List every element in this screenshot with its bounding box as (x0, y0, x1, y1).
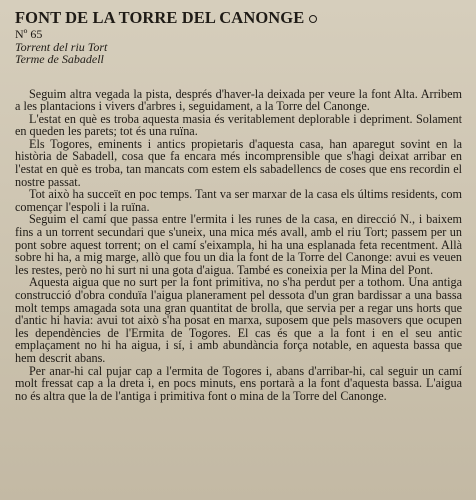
circle-icon (309, 15, 317, 23)
paragraph: Seguim el camí que passa entre l'ermita i les runes de la casa, en direcció N., i baixem fins a un torrent secundari que s'uneix, una mica més avall, amb el riu Tort; passem per un pont sobre aquest torrent; on el camí s'eixampla, hi ha una esplanada feta recentment. Allà sobre hi ha, a mig marge, allò que fou un dia la font de la Torre del Canonge: avui es veuen les restes, però no hi surt ni una gota d'aigua. També es coneixia per la Mina del Pont. (15, 212, 462, 277)
paragraph: Aquesta aigua que no surt per la font primitiva, no s'ha perdut per a tothom. Una antiga construcció d'obra conduïa l'aigua planerament pel dessota d'un gran bardissar a una bassa molt temps amagada sota una gran quantitat de brolla, que servia per a regar uns horts que d'antic hi havia: avui tot això s'ha posat en marxa, suposem que pels masovers que ocupen les dependències de l'Ermita de Togores. El cas és que a la font i en el seu antic emplaçament no hi ha aigua, i sí, i amb abundància força notable, en aquesta bassa que hem descrit abans. (15, 275, 462, 365)
paragraph: Seguim altra vegada la pista, després d'haver-la deixada per veure la font Alta. Arribem a les plantacions i vivers d'arbres i, seguidament, a la Torre del Canonge. (15, 86, 462, 114)
title-row (15, 8, 462, 28)
paragraph: Els Togores, eminents i antics propietaris d'aquesta casa, han aparegut sovint en la història de Sabadell, cosa que fa encara més incomprensible que s'hagi deixat arribar en l'estat en què es troba, tan mancats com estem els sabadellencs de coses que ens recordin el nostre passat. (15, 136, 462, 189)
paragraph: Tot això ha succeït en poc temps. Tant va ser marxar de la casa els últims residents, com començar l'espoli i la ruïna. (15, 187, 462, 214)
paragraph: L'estat en què es troba aquesta masia és veritablement deplorable i depriment. Solament en queden les parets; tot és una ruïna. (15, 111, 462, 139)
location-subtitle: Torrent del riu Tort (15, 39, 108, 54)
paragraph: Per anar-hi cal pujar cap a l'ermita de Togores i, abans d'arribar-hi, cal seguir un camí molt fressat cap a la dreta i, en pocs minuts, ens portarà a la font d'aquesta bassa. L'aigua no és altra que la de l'antiga i primitiva font o mina de la Torre del Canonge. (15, 363, 462, 403)
body-text (15, 88, 462, 403)
document-title: FONT DE LA TORRE DEL CANONGE (15, 8, 305, 27)
entry-number: Nº 65 (15, 27, 43, 41)
municipality-subtitle: Terme de Sabadell (15, 52, 104, 66)
